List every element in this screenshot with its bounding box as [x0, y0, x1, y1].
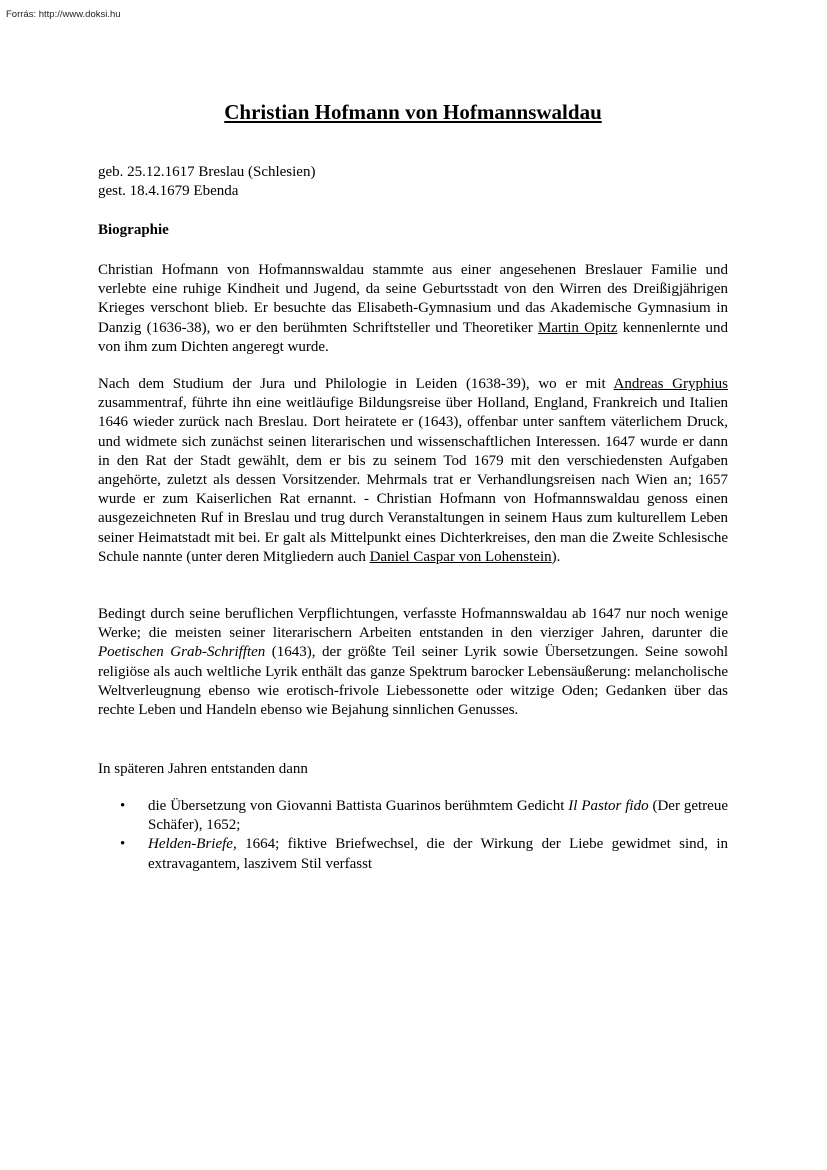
p3-work-title: Poetischen Grab-Schrifften [98, 644, 266, 661]
section-heading-biographie: Biographie [98, 222, 169, 238]
p3-text-after: (1643), der größte Teil seiner Lyrik sowie Übersetzungen. Seine sowohl religiöse als auch weltliche Lyrik enthält das ganze Spektrum barocker Lebensäußerung: melancholische Weltverleugnung ebenso wie erotisch-frivole Liebessonette oder witzige Oden; Gedanken über das rechte Leben und Handeln ebenso wie Bejahung sinnlichen Genusses. [98, 644, 729, 719]
list-item-work-title: Helden-Briefe [148, 836, 233, 853]
biography-paragraph-2 [98, 375, 728, 567]
link-martin-opitz[interactable]: Martin Opitz [538, 319, 618, 336]
list-item-work-title: Il Pastor fido [568, 798, 649, 814]
source-line: Forrás: http://www.doksi.hu [6, 9, 121, 20]
list-item-text-before: die Übersetzung von Giovanni Battista Guarinos berühmtem Gedicht [148, 798, 569, 814]
birth-date: geb. 25.12.1617 Breslau (Schlesien) [98, 164, 316, 180]
list-item [98, 835, 728, 873]
list-item-text-after: (Der getreue Schäfer), 1652; [148, 798, 728, 834]
list-item-text-after: , 1664; fiktive Briefwechsel, die der Wirkung der Liebe gewidmet sind, in extravagantem, laszivem Stil verfasst [148, 836, 728, 872]
bullet-icon: • [120, 798, 126, 814]
list-item [98, 797, 728, 835]
biography-paragraph-1 [98, 261, 728, 357]
life-dates [98, 163, 315, 201]
p1-text-after: kennenlernte und von ihm zum Dichten angeregt wurde. [98, 319, 728, 355]
biography-paragraph-3 [98, 605, 728, 720]
p1-text-before: Christian Hofmann von Hofmannswaldau stammte aus einer angesehenen Breslauer Familie und verlebte eine ruhige Kindheit und Jugend, da seine Geburtsstadt von den Wirren des Dreißigjährigen Krieges verschont blieb. Er besuchte das Elisabeth-Gymnasium und das Akademische Gymnasium in Danzig (1636-38), wo er den berühmten Schriftsteller und Theoretiker [98, 262, 728, 336]
p2-text-before: Nach dem Studium der Jura und Philologie in Leiden (1638-39), wo er mit [98, 376, 614, 392]
link-daniel-caspar-von-lohenstein[interactable]: Daniel Caspar von Lohenstein [369, 548, 552, 565]
page-title: Christian Hofmann von Hofmannswaldau [224, 100, 602, 124]
p3-text-before: Bedingt durch seine beruflichen Verpflichtungen, verfasste Hofmannswaldau ab 1647 nur noch wenige Werke; die meisten seiner literarischern Arbeiten entstanden in den vierziger Jahren, darunter die [98, 606, 728, 642]
p2-text-middle: zusammentraf, führte ihn eine weitläufige Bildungsreise über Holland, England, Frankreich und Italien 1646 wieder zurück nach Breslau. Dort heiratete er (1643), offenbar unter sanftem väterlichem Druck, und widmete sich zunächst seinen literarischen und wissenschaftlichen Interessen. 1647 wurde er dann in den Rat der Stadt gewählt, dem er bis zu seinem Tod 1679 mit den verschiedensten Aufgaben angehörte, zuletzt als dessen Vorsitzender. Mehrmals trat er Verhandlungsreisen nach Wien an; 1657 wurde er zum Kaiserlichen Rat ernannt. - Christian Hofmann von Hofmannswaldau genoss einen ausgezeichneten Ruf in Breslau und trug durch Veranstaltungen in seinem Haus zum kulturellem Leben seiner Heimatstadt mit bei. Er galt als Mittelpunkt eines Dichterkreises, den man die Zweite Schlesische Schule nannte (unter deren Mitgliedern auch [98, 395, 728, 565]
works-list [98, 797, 728, 874]
p2-text-after: ). [551, 548, 561, 565]
biography-paragraph-4: In späteren Jahren entstanden dann [98, 761, 308, 777]
bullet-icon: • [120, 836, 126, 853]
link-andreas-gryphius[interactable]: Andreas Gryphius [613, 376, 728, 392]
death-date: gest. 18.4.1679 Ebenda [98, 183, 239, 199]
